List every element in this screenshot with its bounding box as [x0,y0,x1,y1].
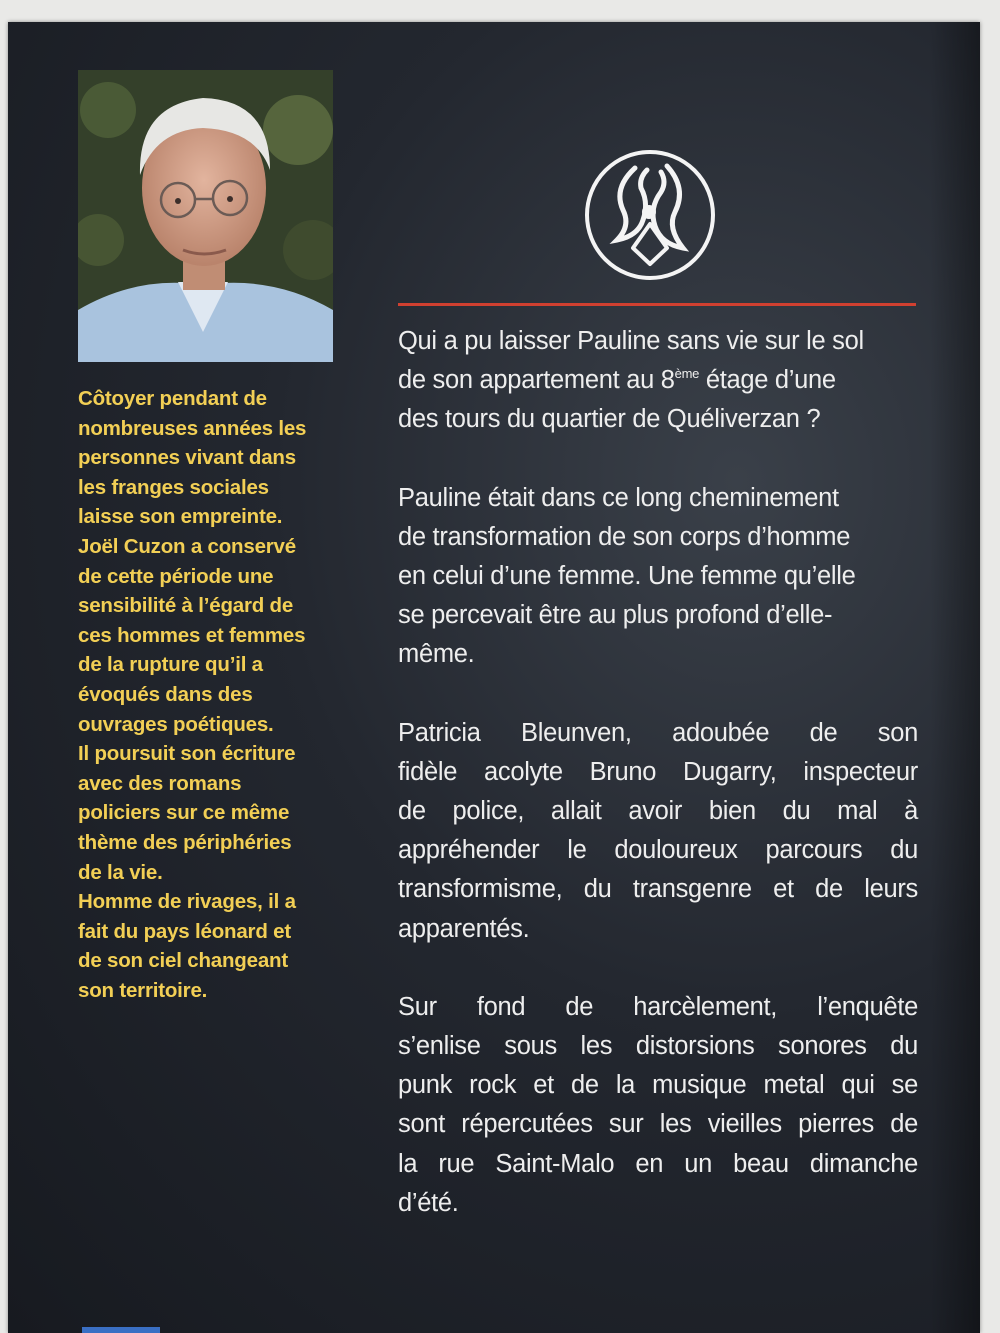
barcode-area-edge [82,1327,160,1333]
summary-text: de son appartement au 8 [398,366,675,395]
bio-line: avec des romans [78,771,242,795]
bio-line: ces hommes et femmes [78,623,306,647]
summary-line: transformisme, du transgenre et de leurs [398,875,918,904]
summary-line: s’enlise sous les distorsions sonores du [398,1032,918,1061]
book-back-cover [8,22,980,1333]
bio-line: thème des périphéries [78,830,292,854]
bio-line: évoqués dans des [78,682,253,706]
summary-line: même. [398,640,475,669]
summary-paragraph [398,479,918,675]
summary-line: Sur fond de harcèlement, l’enquête [398,992,918,1021]
summary-line: en celui d’une femme. Une femme qu’elle [398,562,856,591]
summary-line: apparentés. [398,914,530,943]
bio-line: Côtoyer pendant de [78,387,267,410]
floor-ordinal-suffix: ème [674,366,700,382]
bio-line: Il poursuit son écriture [78,742,296,766]
summary-line: se percevait être au plus profond d’elle- [398,601,833,630]
bio-line: Homme de rivages, il a [78,890,296,914]
summary-line: de transformation de son corps d’homme [398,522,851,551]
bio-line: ouvrages poétiques. [78,712,274,736]
summary-line: fidèle acolyte Bruno Dugarry, inspecteur [398,757,918,786]
author-biography [78,384,340,1005]
summary-line: Qui a pu laisser Pauline sans vie sur le sol [398,327,864,355]
bio-line: de la rupture qu’il a [78,653,263,677]
bio-line: de cette période une [78,564,274,588]
book-summary [398,322,918,1262]
author-photo [78,70,333,362]
summary-line: la rue Saint-Malo en un beau dimanche [398,1149,918,1178]
summary-line: des tours du quartier de Quéliverzan ? [398,405,821,434]
bio-line: de la vie. [78,860,163,884]
bio-line: laisse son empreinte. [78,505,283,529]
summary-line: d’été. [398,1188,459,1217]
bio-line: personnes vivant dans [78,446,296,470]
bio-line: policiers sur ce même [78,801,290,825]
publisher-logo-icon [583,148,717,282]
bio-line: fait du pays léonard et [78,919,291,943]
bio-line: nombreuses années les [78,416,307,440]
summary-paragraph [398,988,918,1223]
summary-line: sont répercutées sur les vieilles pierres de [398,1110,918,1139]
accent-divider [398,303,916,306]
author-portrait-image [78,70,333,362]
bio-line: Joël Cuzon a conservé [78,534,296,558]
bio-line: sensibilité à l’égard de [78,594,294,618]
summary-line: appréhender le douloureux parcours du [398,836,918,865]
summary-line: punk rock et de la musique metal qui se [398,1071,918,1100]
summary-paragraph [398,322,918,440]
bio-line: son territoire. [78,978,208,1002]
summary-line [398,361,918,400]
summary-paragraph [398,714,918,949]
summary-line: Patricia Bleunven, adoubée de son [398,718,918,747]
bio-line: les franges sociales [78,475,269,499]
summary-line: de police, allait avoir bien du mal à [398,797,918,826]
summary-text: étage d’une [699,366,836,395]
summary-line: Pauline était dans ce long cheminement [398,483,839,512]
bio-line: de son ciel changeant [78,949,288,973]
